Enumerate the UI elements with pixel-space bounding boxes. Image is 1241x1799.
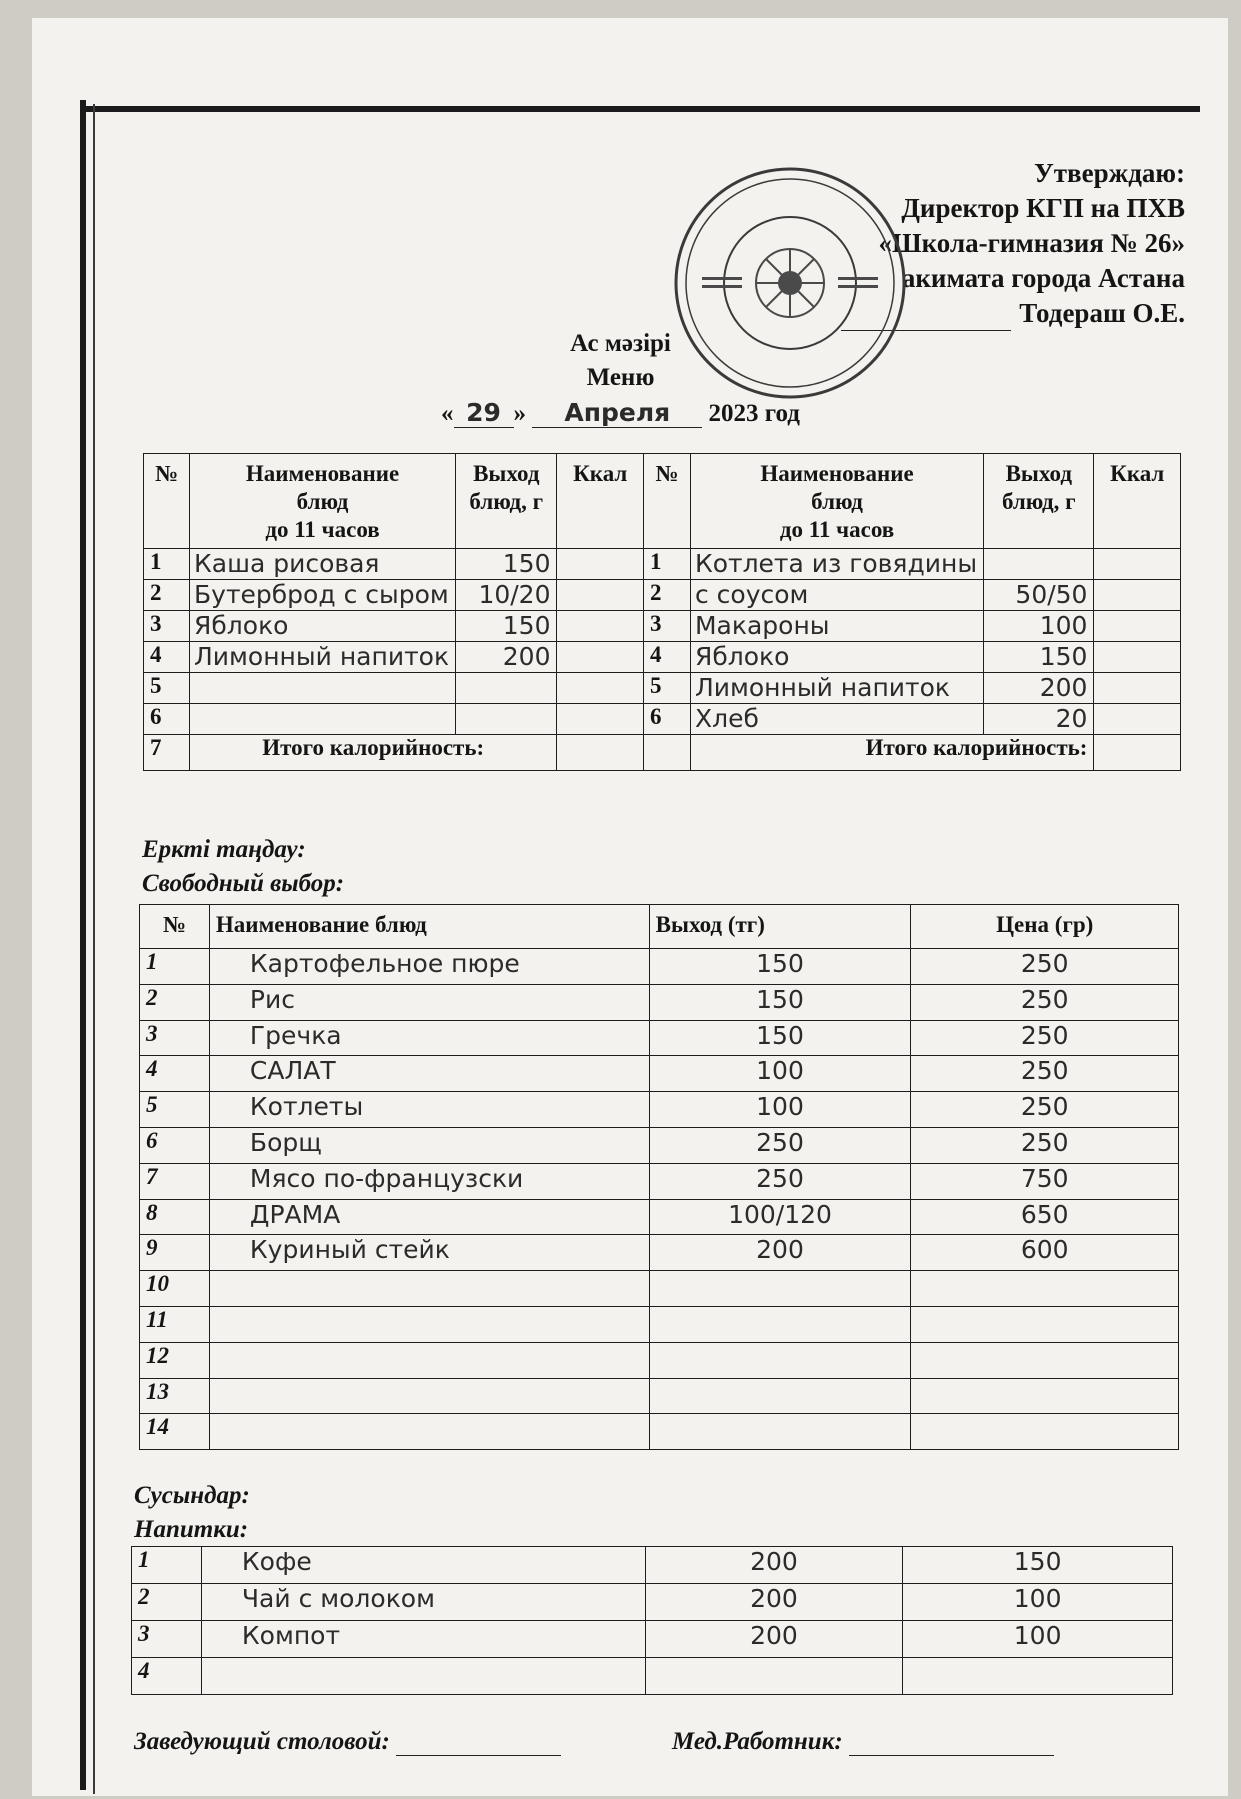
menu-title-ru: Меню [586,364,655,391]
fc-row-number: 6 [140,1127,210,1163]
drinks-row [132,1584,1173,1621]
left-dish-kcal [557,580,643,611]
header-out-r2: блюд, г [1001,489,1076,514]
main-table-row [144,549,1181,580]
free-choice-row [140,1342,1179,1378]
left-total-value [557,735,643,771]
fc-dish-output: 250 [649,1127,911,1163]
right-dish-kcal [1094,611,1181,642]
fc-row-number: 4 [140,1056,210,1092]
fc-row-number: 5 [140,1092,210,1128]
date-mid: » [513,400,527,427]
left-dish-kcal [557,704,643,735]
left-dish-output [456,704,557,735]
left-dish-output: 200 [456,642,557,673]
header-name-r2: блюд [811,489,863,514]
free-choice-table [139,904,1179,1450]
free-choice-row [140,1378,1179,1414]
left-total-label: Итого калорийность: [190,735,557,771]
left-dish-kcal [557,642,643,673]
right-row-number: 2 [643,580,690,611]
header-kcal-left: Ккал [557,454,643,549]
main-table-header [144,454,1181,549]
drink-output: 200 [645,1584,903,1621]
fc-row-number: 2 [140,984,210,1020]
drink-price: 150 [903,1547,1173,1584]
fc-dish-output: 100 [649,1092,911,1128]
fc-dish-output [649,1306,911,1342]
main-table-row [144,704,1181,735]
left-dish-kcal [557,549,643,580]
right-dish-output: 150 [984,642,1094,673]
fc-dish-name: Мясо по-французски [209,1163,649,1199]
free-choice-row [140,1414,1179,1450]
drink-output: 200 [645,1547,903,1584]
drink-name [201,1658,645,1695]
fc-dish-name [209,1306,649,1342]
drinks-row [132,1658,1173,1695]
drink-name: Кофе [201,1547,645,1584]
date-open: « [441,400,454,427]
left-dish-name [190,704,456,735]
free-choice-row [140,1199,1179,1235]
fc-dish-name [209,1271,649,1307]
drinks-table [131,1546,1173,1695]
fc-dish-price: 650 [911,1199,1179,1235]
drink-row-number: 4 [132,1658,202,1695]
left-row-number: 4 [144,642,190,673]
header-kcal-right: Ккал [1094,454,1181,549]
right-dish-kcal [1094,580,1181,611]
free-choice-row [140,1306,1179,1342]
fc-row-number: 3 [140,1020,210,1056]
free-choice-row [140,949,1179,985]
right-total-label: Итого калорийность: [690,735,1094,771]
left-dish-output: 150 [456,611,557,642]
fc-dish-name: Котлеты [209,1092,649,1128]
fc-dish-price: 750 [911,1163,1179,1199]
left-dish-output: 150 [456,549,557,580]
director-name: Тодераш О.Е. [1019,298,1185,328]
drink-row-number: 3 [132,1621,202,1658]
main-table-total-row [144,735,1181,771]
fc-dish-output: 200 [649,1235,911,1271]
drink-row-number: 1 [132,1547,202,1584]
drinks-title-kz: Сусындар: [134,1482,250,1509]
fc-dish-name: Картофельное пюре [209,949,649,985]
fc-row-number: 8 [140,1199,210,1235]
fc-dish-output: 100 [649,1056,911,1092]
date-day: 29 [454,398,514,428]
header-out-r1: Выход [1005,461,1072,486]
fc-header-price: Цена (гр) [911,905,1179,949]
right-dish-name: Котлета из говядины [690,549,983,580]
header-no-left: № [144,454,190,549]
right-dish-output [984,549,1094,580]
right-dish-output: 200 [984,673,1094,704]
header-no-right: № [643,454,690,549]
main-table-row [144,673,1181,704]
drink-output: 200 [645,1621,903,1658]
header-out-l1: Выход [473,461,540,486]
fc-dish-output: 100/120 [649,1199,911,1235]
drinks-title-ru: Напитки: [134,1516,249,1543]
left-dish-name [190,673,456,704]
left-dish-kcal [557,611,643,642]
fc-dish-price [911,1342,1179,1378]
left-row-number: 6 [144,704,190,735]
drink-price: 100 [903,1621,1173,1658]
fc-dish-name [209,1378,649,1414]
fc-row-number: 11 [140,1306,210,1342]
right-dish-kcal [1094,549,1181,580]
drink-output [645,1658,903,1695]
header-out-left [456,454,557,549]
menu-date [0,398,1241,428]
right-dish-kcal [1094,642,1181,673]
fc-dish-price [911,1306,1179,1342]
date-year: 2023 год [708,400,800,427]
header-name-l1: Наименование [245,461,400,486]
border-top [80,106,1200,112]
right-row-number: 1 [643,549,690,580]
right-row-number: 5 [643,673,690,704]
header-name-r3: до 11 часов [779,517,895,542]
approval-line-2: Директор КГП на ПХВ [901,193,1185,223]
med-signature-label: Мед.Работник: [672,1728,843,1755]
header-out-right [984,454,1094,549]
fc-dish-name: САЛАТ [209,1056,649,1092]
fc-dish-output: 150 [649,949,911,985]
left-dish-output [456,673,557,704]
right-dish-name: Яблоко [690,642,983,673]
right-dish-name: Лимонный напиток [690,673,983,704]
left-dish-kcal [557,673,643,704]
left-row-number: 7 [144,735,190,771]
fc-dish-name [209,1342,649,1378]
right-dish-kcal [1094,673,1181,704]
fc-dish-output [649,1378,911,1414]
free-choice-row [140,1271,1179,1307]
header-name-l3: до 11 часов [265,517,380,542]
fc-dish-name: Гречка [209,1020,649,1056]
fc-row-number: 12 [140,1342,210,1378]
fc-row-number: 1 [140,949,210,985]
right-dish-output: 100 [984,611,1094,642]
main-table-row [144,580,1181,611]
right-dish-name: Макароны [690,611,983,642]
fc-dish-name: Рис [209,984,649,1020]
fc-dish-output: 150 [649,984,911,1020]
approval-line-1: Утверждаю: [1033,158,1185,188]
free-choice-row [140,1056,1179,1092]
main-table-row [144,642,1181,673]
head-signature-line [396,1729,561,1756]
header-name-r1: Наименование [760,461,914,486]
approval-line-3: «Школа-гимназия № 26» [878,228,1185,258]
free-choice-row [140,1235,1179,1271]
fc-row-number: 9 [140,1235,210,1271]
fc-dish-price: 250 [911,1020,1179,1056]
head-signature [134,1728,561,1756]
right-dish-name: Хлеб [690,704,983,735]
fc-header-no: № [140,905,210,949]
drink-price: 100 [903,1584,1173,1621]
fc-dish-output: 150 [649,1020,911,1056]
free-choice-row [140,984,1179,1020]
fc-dish-name: Борщ [209,1127,649,1163]
right-row-number: 3 [643,611,690,642]
right-dish-kcal [1094,704,1181,735]
header-name-left [190,454,456,549]
main-table-row [144,611,1181,642]
free-choice-title-kz: Еркті таңдау: [142,836,306,863]
left-row-number: 1 [144,549,190,580]
left-row-number: 2 [144,580,190,611]
left-row-number: 5 [144,673,190,704]
free-choice-title-ru: Свободный выбор: [142,870,345,897]
fc-dish-output: 250 [649,1163,911,1199]
fc-dish-output [649,1414,911,1450]
fc-dish-price [911,1414,1179,1450]
free-choice-header [140,905,1179,949]
right-dish-output: 20 [984,704,1094,735]
fc-dish-name [209,1414,649,1450]
header-out-l2: блюд, г [469,489,544,514]
fc-dish-price: 250 [911,1092,1179,1128]
fc-row-number: 7 [140,1163,210,1199]
head-signature-label: Заведующий столовой: [134,1728,390,1755]
med-signature [672,1728,1054,1756]
right-total-value [1094,735,1181,771]
fc-dish-name: ДРАМА [209,1199,649,1235]
free-choice-row [140,1092,1179,1128]
fc-dish-price [911,1378,1179,1414]
header-name-l2: блюд [296,489,349,514]
drink-name: Компот [201,1621,645,1658]
fc-header-out: Выход (тг) [649,905,911,949]
drinks-row [132,1547,1173,1584]
free-choice-row [140,1020,1179,1056]
left-row-number: 3 [144,611,190,642]
fc-row-number: 14 [140,1414,210,1450]
fc-dish-output [649,1271,911,1307]
med-signature-line [849,1729,1054,1756]
fc-dish-name: Куриный стейк [209,1235,649,1271]
left-dish-output: 10/20 [456,580,557,611]
fc-dish-price [911,1271,1179,1307]
left-dish-name: Лимонный напиток [190,642,456,673]
fc-dish-price: 250 [911,1056,1179,1092]
fc-dish-price: 600 [911,1235,1179,1271]
fc-dish-price: 250 [911,1127,1179,1163]
right-row-number: 4 [643,642,690,673]
fc-dish-output [649,1342,911,1378]
drinks-row [132,1621,1173,1658]
left-dish-name: Каша рисовая [190,549,456,580]
fc-dish-price: 250 [911,984,1179,1020]
right-row-number: 6 [643,704,690,735]
right-total-number [643,735,690,771]
right-dish-name: с соусом [690,580,983,611]
fc-header-name: Наименование блюд [209,905,649,949]
left-dish-name: Бутерброд с сыром [190,580,456,611]
fc-row-number: 10 [140,1271,210,1307]
date-month: Апреля [532,398,702,428]
approval-line-4: акимата города Астана [901,263,1185,293]
drink-price [903,1658,1173,1695]
left-dish-name: Яблоко [190,611,456,642]
drink-name: Чай с молоком [201,1584,645,1621]
free-choice-row [140,1127,1179,1163]
menu-title-kz: Ас мәзірі [570,330,671,357]
right-dish-output: 50/50 [984,580,1094,611]
free-choice-row [140,1163,1179,1199]
drink-row-number: 2 [132,1584,202,1621]
main-menu-table [143,453,1181,771]
fc-dish-price: 250 [911,949,1179,985]
header-name-right [690,454,983,549]
fc-row-number: 13 [140,1378,210,1414]
